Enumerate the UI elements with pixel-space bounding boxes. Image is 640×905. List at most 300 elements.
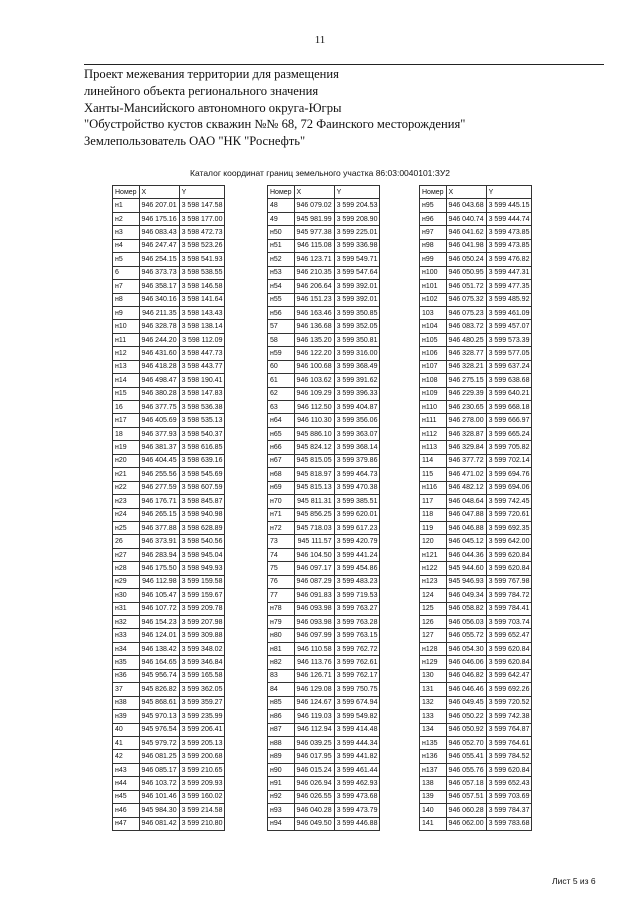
x-coordinate-cell: 946 278.00 xyxy=(446,414,486,427)
table-row xyxy=(113,683,225,696)
table-row xyxy=(420,629,532,642)
x-coordinate-cell: 946 083.43 xyxy=(139,226,179,239)
table-row xyxy=(268,253,380,266)
x-coordinate-cell: 946 049.50 xyxy=(294,817,334,830)
table-row xyxy=(268,817,380,830)
x-coordinate-cell: 946 210.35 xyxy=(294,266,334,279)
point-number-cell: 6 xyxy=(113,266,140,279)
point-number-cell: 75 xyxy=(268,562,295,575)
point-number-cell: н95 xyxy=(420,199,447,212)
table-row xyxy=(268,387,380,400)
y-coordinate-cell: 3 599 742.38 xyxy=(486,710,532,723)
y-coordinate-cell: 3 598 616.85 xyxy=(179,441,225,454)
table-row xyxy=(113,333,225,346)
table-row xyxy=(268,696,380,709)
table-row xyxy=(113,790,225,803)
y-coordinate-cell: 3 598 141.64 xyxy=(179,293,225,306)
point-number-cell: 124 xyxy=(420,589,447,602)
table-row xyxy=(420,441,532,454)
point-number-cell: 126 xyxy=(420,616,447,629)
y-coordinate-cell: 3 599 473.85 xyxy=(486,239,532,252)
point-number-cell: н71 xyxy=(268,508,295,521)
x-coordinate-cell: 946 247.47 xyxy=(139,239,179,252)
y-coordinate-cell: 3 599 719.53 xyxy=(334,589,380,602)
x-coordinate-cell: 946 057.51 xyxy=(446,790,486,803)
point-number-cell: 18 xyxy=(113,427,140,440)
y-coordinate-cell: 3 598 940.98 xyxy=(179,508,225,521)
table-row xyxy=(113,454,225,467)
point-number-cell: н45 xyxy=(113,790,140,803)
x-coordinate-cell: 946 081.25 xyxy=(139,750,179,763)
coordinate-table-1 xyxy=(112,185,225,831)
point-number-cell: н113 xyxy=(420,441,447,454)
column-header-number: Номер xyxy=(420,186,447,199)
table-row xyxy=(420,723,532,736)
x-coordinate-cell: 945 979.72 xyxy=(139,736,179,749)
point-number-cell: 26 xyxy=(113,535,140,548)
y-coordinate-cell: 3 599 784.41 xyxy=(486,602,532,615)
table-row xyxy=(113,253,225,266)
point-number-cell: н69 xyxy=(268,481,295,494)
table-row xyxy=(268,642,380,655)
y-coordinate-cell: 3 599 668.18 xyxy=(486,401,532,414)
point-number-cell: 84 xyxy=(268,683,295,696)
point-number-cell: н72 xyxy=(268,521,295,534)
x-coordinate-cell: 946 040.28 xyxy=(294,804,334,817)
y-coordinate-cell: 3 598 541.93 xyxy=(179,253,225,266)
y-coordinate-cell: 3 599 694.06 xyxy=(486,481,532,494)
table-row xyxy=(268,199,380,212)
column-header-x: X xyxy=(446,186,486,199)
table-row xyxy=(420,696,532,709)
point-number-cell: н31 xyxy=(113,602,140,615)
y-coordinate-cell: 3 599 674.94 xyxy=(334,696,380,709)
y-coordinate-cell: 3 599 356.06 xyxy=(334,414,380,427)
point-number-cell: н12 xyxy=(113,347,140,360)
x-coordinate-cell: 945 818.97 xyxy=(294,468,334,481)
y-coordinate-cell: 3 599 666.97 xyxy=(486,414,532,427)
y-coordinate-cell: 3 599 385.51 xyxy=(334,495,380,508)
x-coordinate-cell: 946 124.67 xyxy=(294,696,334,709)
x-coordinate-cell: 946 405.69 xyxy=(139,414,179,427)
x-coordinate-cell: 945 824.12 xyxy=(294,441,334,454)
table-row xyxy=(268,226,380,239)
table-row xyxy=(268,306,380,319)
point-number-cell: н2 xyxy=(113,212,140,225)
x-coordinate-cell: 946 075.23 xyxy=(446,306,486,319)
y-coordinate-cell: 3 599 692.35 xyxy=(486,521,532,534)
x-coordinate-cell: 946 093.98 xyxy=(294,602,334,615)
x-coordinate-cell: 945 977.38 xyxy=(294,226,334,239)
y-coordinate-cell: 3 598 540.56 xyxy=(179,535,225,548)
x-coordinate-cell: 946 050.24 xyxy=(446,253,486,266)
table-row xyxy=(420,374,532,387)
table-row xyxy=(113,804,225,817)
x-coordinate-cell: 945 826.82 xyxy=(139,683,179,696)
x-coordinate-cell: 946 050.22 xyxy=(446,710,486,723)
y-coordinate-cell: 3 599 694.76 xyxy=(486,468,532,481)
table-row xyxy=(420,669,532,682)
x-coordinate-cell: 946 377.93 xyxy=(139,427,179,440)
table-row xyxy=(113,736,225,749)
point-number-cell: н122 xyxy=(420,562,447,575)
point-number-cell: н44 xyxy=(113,777,140,790)
point-number-cell: н99 xyxy=(420,253,447,266)
table-row xyxy=(113,468,225,481)
x-coordinate-cell: 946 135.20 xyxy=(294,333,334,346)
x-coordinate-cell: 946 051.72 xyxy=(446,280,486,293)
x-coordinate-cell: 946 176.71 xyxy=(139,495,179,508)
y-coordinate-cell: 3 598 147.83 xyxy=(179,387,225,400)
y-coordinate-cell: 3 599 316.00 xyxy=(334,347,380,360)
point-number-cell: н70 xyxy=(268,495,295,508)
y-coordinate-cell: 3 599 703.69 xyxy=(486,790,532,803)
y-coordinate-cell: 3 599 447.31 xyxy=(486,266,532,279)
point-number-cell: н17 xyxy=(113,414,140,427)
y-coordinate-cell: 3 599 350.81 xyxy=(334,333,380,346)
table-row xyxy=(420,750,532,763)
y-coordinate-cell: 3 598 523.26 xyxy=(179,239,225,252)
table-row xyxy=(268,602,380,615)
y-coordinate-cell: 3 599 461.44 xyxy=(334,763,380,776)
table-header-row xyxy=(268,186,380,199)
x-coordinate-cell: 946 254.15 xyxy=(139,253,179,266)
y-coordinate-cell: 3 599 742.45 xyxy=(486,495,532,508)
table-row xyxy=(268,548,380,561)
header-line: Ханты-Мансийского автономного округа-Югры xyxy=(84,100,342,115)
point-number-cell: н24 xyxy=(113,508,140,521)
table-row xyxy=(268,535,380,548)
coordinate-table-2 xyxy=(267,185,380,831)
table-row xyxy=(113,723,225,736)
x-coordinate-cell: 946 136.68 xyxy=(294,320,334,333)
table-row xyxy=(268,360,380,373)
x-coordinate-cell: 946 054.30 xyxy=(446,642,486,655)
x-coordinate-cell: 946 482.12 xyxy=(446,481,486,494)
point-number-cell: н121 xyxy=(420,548,447,561)
point-number-cell: н39 xyxy=(113,710,140,723)
x-coordinate-cell: 946 129.08 xyxy=(294,683,334,696)
x-coordinate-cell: 946 048.64 xyxy=(446,495,486,508)
x-coordinate-cell: 946 175.50 xyxy=(139,562,179,575)
table-row xyxy=(113,199,225,212)
x-coordinate-cell: 946 104.50 xyxy=(294,548,334,561)
table-row xyxy=(420,199,532,212)
y-coordinate-cell: 3 599 359.27 xyxy=(179,696,225,709)
x-coordinate-cell: 946 045.12 xyxy=(446,535,486,548)
point-number-cell: н135 xyxy=(420,736,447,749)
point-number-cell: 76 xyxy=(268,575,295,588)
y-coordinate-cell: 3 599 692.26 xyxy=(486,683,532,696)
point-number-cell: н94 xyxy=(268,817,295,830)
point-number-cell: н85 xyxy=(268,696,295,709)
y-coordinate-cell: 3 599 396.33 xyxy=(334,387,380,400)
table-row xyxy=(113,414,225,427)
column-header-y: Y xyxy=(334,186,380,199)
y-coordinate-cell: 3 599 445.15 xyxy=(486,199,532,212)
table-row xyxy=(268,589,380,602)
y-coordinate-cell: 3 599 420.79 xyxy=(334,535,380,548)
point-number-cell: 119 xyxy=(420,521,447,534)
x-coordinate-cell: 946 265.15 xyxy=(139,508,179,521)
y-coordinate-cell: 3 598 538.55 xyxy=(179,266,225,279)
point-number-cell: н108 xyxy=(420,374,447,387)
y-coordinate-cell: 3 599 720.52 xyxy=(486,696,532,709)
x-coordinate-cell: 946 163.46 xyxy=(294,306,334,319)
table-row xyxy=(268,521,380,534)
y-coordinate-cell: 3 599 336.98 xyxy=(334,239,380,252)
x-coordinate-cell: 946 229.39 xyxy=(446,387,486,400)
table-row xyxy=(113,266,225,279)
x-coordinate-cell: 946 380.28 xyxy=(139,387,179,400)
table-row xyxy=(113,401,225,414)
table-row xyxy=(113,562,225,575)
y-coordinate-cell: 3 599 225.01 xyxy=(334,226,380,239)
x-coordinate-cell: 946 373.73 xyxy=(139,266,179,279)
table-row xyxy=(268,374,380,387)
table-row xyxy=(420,320,532,333)
point-number-cell: н92 xyxy=(268,790,295,803)
y-coordinate-cell: 3 599 159.58 xyxy=(179,575,225,588)
x-coordinate-cell: 946 123.71 xyxy=(294,253,334,266)
x-coordinate-cell: 946 277.59 xyxy=(139,481,179,494)
x-coordinate-cell: 946 052.70 xyxy=(446,736,486,749)
y-coordinate-cell: 3 599 206.41 xyxy=(179,723,225,736)
x-coordinate-cell: 946 047.88 xyxy=(446,508,486,521)
point-number-cell: н129 xyxy=(420,656,447,669)
x-coordinate-cell: 946 377.88 xyxy=(139,521,179,534)
y-coordinate-cell: 3 599 165.58 xyxy=(179,669,225,682)
point-number-cell: н100 xyxy=(420,266,447,279)
y-coordinate-cell: 3 599 762.61 xyxy=(334,656,380,669)
point-number-cell: 115 xyxy=(420,468,447,481)
point-number-cell: 16 xyxy=(113,401,140,414)
y-coordinate-cell: 3 598 607.59 xyxy=(179,481,225,494)
point-number-cell: н10 xyxy=(113,320,140,333)
x-coordinate-cell: 946 017.95 xyxy=(294,750,334,763)
x-coordinate-cell: 946 113.76 xyxy=(294,656,334,669)
coordinate-table-3 xyxy=(419,185,532,831)
point-number-cell: 114 xyxy=(420,454,447,467)
x-coordinate-cell: 946 122.20 xyxy=(294,347,334,360)
y-coordinate-cell: 3 599 200.68 xyxy=(179,750,225,763)
y-coordinate-cell: 3 599 763.27 xyxy=(334,602,380,615)
point-number-cell: н106 xyxy=(420,347,447,360)
table-row xyxy=(420,602,532,615)
point-number-cell: н88 xyxy=(268,736,295,749)
y-coordinate-cell: 3 599 404.87 xyxy=(334,401,380,414)
point-number-cell: 130 xyxy=(420,669,447,682)
sheet-counter: Лист 5 из 6 xyxy=(552,876,596,886)
y-coordinate-cell: 3 599 462.93 xyxy=(334,777,380,790)
table-row xyxy=(420,468,532,481)
point-number-cell: н50 xyxy=(268,226,295,239)
table-row xyxy=(420,683,532,696)
header-line: Землепользователь ОАО "НК "Роснефть" xyxy=(84,134,306,149)
table-row xyxy=(268,616,380,629)
table-row xyxy=(113,763,225,776)
y-coordinate-cell: 3 599 549.82 xyxy=(334,710,380,723)
table-row xyxy=(113,669,225,682)
y-coordinate-cell: 3 599 620.01 xyxy=(334,508,380,521)
x-coordinate-cell: 946 377.75 xyxy=(139,401,179,414)
table-row xyxy=(420,306,532,319)
x-coordinate-cell: 945 944.60 xyxy=(446,562,486,575)
table-row xyxy=(268,629,380,642)
table-row xyxy=(268,723,380,736)
table-row xyxy=(113,320,225,333)
x-coordinate-cell: 946 471.02 xyxy=(446,468,486,481)
y-coordinate-cell: 3 599 705.82 xyxy=(486,441,532,454)
table-row xyxy=(268,790,380,803)
y-coordinate-cell: 3 599 763.28 xyxy=(334,616,380,629)
point-number-cell: 140 xyxy=(420,804,447,817)
point-number-cell: н13 xyxy=(113,360,140,373)
point-number-cell: н105 xyxy=(420,333,447,346)
y-coordinate-cell: 3 598 146.58 xyxy=(179,280,225,293)
table-row xyxy=(268,508,380,521)
x-coordinate-cell: 946 050.95 xyxy=(446,266,486,279)
y-coordinate-cell: 3 599 477.35 xyxy=(486,280,532,293)
point-number-cell: 48 xyxy=(268,199,295,212)
y-coordinate-cell: 3 599 454.86 xyxy=(334,562,380,575)
point-number-cell: н3 xyxy=(113,226,140,239)
point-number-cell: н56 xyxy=(268,306,295,319)
point-number-cell: н102 xyxy=(420,293,447,306)
y-coordinate-cell: 3 599 620.84 xyxy=(486,642,532,655)
header-line: линейного объекта регионального значения xyxy=(84,83,319,98)
y-coordinate-cell: 3 599 720.61 xyxy=(486,508,532,521)
table-row xyxy=(420,481,532,494)
x-coordinate-cell: 946 039.25 xyxy=(294,736,334,749)
y-coordinate-cell: 3 599 640.21 xyxy=(486,387,532,400)
point-number-cell: н46 xyxy=(113,804,140,817)
point-number-cell: н91 xyxy=(268,777,295,790)
point-number-cell: 60 xyxy=(268,360,295,373)
table-row xyxy=(113,481,225,494)
table-row xyxy=(420,266,532,279)
point-number-cell: н35 xyxy=(113,656,140,669)
point-number-cell: н93 xyxy=(268,804,295,817)
point-number-cell: н82 xyxy=(268,656,295,669)
point-number-cell: н5 xyxy=(113,253,140,266)
point-number-cell: 57 xyxy=(268,320,295,333)
x-coordinate-cell: 945 946.93 xyxy=(446,575,486,588)
point-number-cell: 133 xyxy=(420,710,447,723)
x-coordinate-cell: 946 049.34 xyxy=(446,589,486,602)
x-coordinate-cell: 946 075.32 xyxy=(446,293,486,306)
table-row xyxy=(420,562,532,575)
table-row xyxy=(113,306,225,319)
y-coordinate-cell: 3 599 346.84 xyxy=(179,656,225,669)
point-number-cell: н19 xyxy=(113,441,140,454)
y-coordinate-cell: 3 599 309.88 xyxy=(179,629,225,642)
y-coordinate-cell: 3 599 159.67 xyxy=(179,589,225,602)
y-coordinate-cell: 3 598 447.73 xyxy=(179,347,225,360)
point-number-cell: н89 xyxy=(268,750,295,763)
point-number-cell: н53 xyxy=(268,266,295,279)
point-number-cell: н96 xyxy=(420,212,447,225)
point-number-cell: н87 xyxy=(268,723,295,736)
point-number-cell: н109 xyxy=(420,387,447,400)
point-number-cell: н101 xyxy=(420,280,447,293)
point-number-cell: н21 xyxy=(113,468,140,481)
table-row xyxy=(268,293,380,306)
x-coordinate-cell: 946 103.72 xyxy=(139,777,179,790)
table-row xyxy=(268,777,380,790)
y-coordinate-cell: 3 599 764.61 xyxy=(486,736,532,749)
table-row xyxy=(268,804,380,817)
point-number-cell: 42 xyxy=(113,750,140,763)
x-coordinate-cell: 946 058.82 xyxy=(446,602,486,615)
y-coordinate-cell: 3 598 190.41 xyxy=(179,374,225,387)
table-row xyxy=(268,239,380,252)
x-coordinate-cell: 946 097.99 xyxy=(294,629,334,642)
y-coordinate-cell: 3 599 767.98 xyxy=(486,575,532,588)
point-number-cell: н14 xyxy=(113,374,140,387)
x-coordinate-cell: 946 083.72 xyxy=(446,320,486,333)
y-coordinate-cell: 3 599 573.39 xyxy=(486,333,532,346)
point-number-cell: 118 xyxy=(420,508,447,521)
page-number: 11 xyxy=(314,34,326,46)
y-coordinate-cell: 3 599 473.85 xyxy=(486,226,532,239)
y-coordinate-cell: 3 598 639.16 xyxy=(179,454,225,467)
table-row xyxy=(268,763,380,776)
x-coordinate-cell: 945 111.57 xyxy=(294,535,334,548)
y-coordinate-cell: 3 599 379.86 xyxy=(334,454,380,467)
point-number-cell: 49 xyxy=(268,212,295,225)
point-number-cell: н28 xyxy=(113,562,140,575)
x-coordinate-cell: 946 328.21 xyxy=(446,360,486,373)
y-coordinate-cell: 3 599 352.05 xyxy=(334,320,380,333)
x-coordinate-cell: 945 984.30 xyxy=(139,804,179,817)
y-coordinate-cell: 3 599 204.53 xyxy=(334,199,380,212)
table-row xyxy=(113,696,225,709)
y-coordinate-cell: 3 599 702.14 xyxy=(486,454,532,467)
table-row xyxy=(113,616,225,629)
y-coordinate-cell: 3 599 205.13 xyxy=(179,736,225,749)
y-coordinate-cell: 3 599 764.87 xyxy=(486,723,532,736)
table-row xyxy=(420,817,532,830)
table-row xyxy=(113,508,225,521)
point-number-cell: н68 xyxy=(268,468,295,481)
x-coordinate-cell: 946 124.01 xyxy=(139,629,179,642)
x-coordinate-cell: 946 093.98 xyxy=(294,616,334,629)
x-coordinate-cell: 946 151.23 xyxy=(294,293,334,306)
table-row xyxy=(268,656,380,669)
y-coordinate-cell: 3 599 483.23 xyxy=(334,575,380,588)
y-coordinate-cell: 3 598 545.69 xyxy=(179,468,225,481)
table-row xyxy=(420,777,532,790)
y-coordinate-cell: 3 599 414.48 xyxy=(334,723,380,736)
x-coordinate-cell: 946 055.72 xyxy=(446,629,486,642)
y-coordinate-cell: 3 599 348.02 xyxy=(179,642,225,655)
x-coordinate-cell: 945 976.54 xyxy=(139,723,179,736)
point-number-cell: 125 xyxy=(420,602,447,615)
y-coordinate-cell: 3 598 472.73 xyxy=(179,226,225,239)
point-number-cell: н116 xyxy=(420,481,447,494)
header-line: Проект межевания территории для размещения xyxy=(84,64,604,83)
table-row xyxy=(420,790,532,803)
point-number-cell: н90 xyxy=(268,763,295,776)
point-number-cell: н23 xyxy=(113,495,140,508)
table-row xyxy=(113,629,225,642)
point-number-cell: н55 xyxy=(268,293,295,306)
x-coordinate-cell: 946 057.18 xyxy=(446,777,486,790)
x-coordinate-cell: 946 283.94 xyxy=(139,548,179,561)
table-row xyxy=(113,750,225,763)
table-row xyxy=(113,347,225,360)
